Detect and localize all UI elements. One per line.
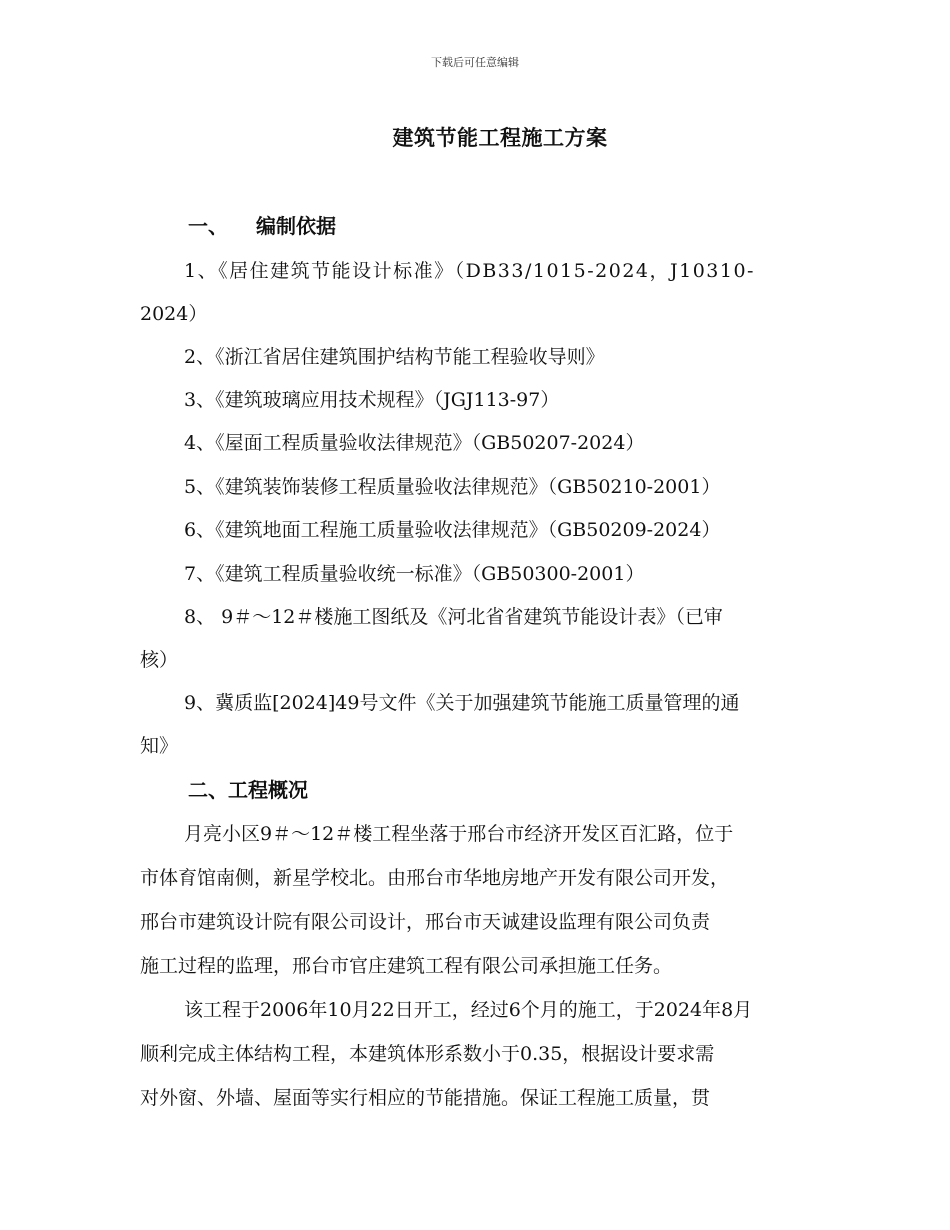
- paragraph-line: 市体育馆南侧，新星学校北。由邢台市华地房地产开发有限公司开发，: [140, 867, 730, 889]
- list-item-continuation: 2024）: [140, 303, 208, 325]
- page-header-note: 下载后可任意编辑: [431, 56, 519, 69]
- list-item: 6、《建筑地面工程施工质量验收法律规范》（GB50209-2024）: [184, 519, 721, 541]
- list-item: 4、《屋面工程质量验收法律规范》（GB50207-2024）: [184, 432, 645, 454]
- paragraph-line: 顺利完成主体结构工程，本建筑体形系数小于0.35，根据设计要求需: [140, 1043, 715, 1065]
- list-item-continuation: 知》: [140, 735, 179, 757]
- paragraph-line: 月亮小区9＃～12＃楼工程坐落于邢台市经济开发区百汇路，位于: [184, 823, 734, 845]
- list-item: 1、《居住建筑节能设计标准》（DB33/1015-2024，J10310-: [184, 260, 755, 282]
- document-title: 建筑节能工程施工方案: [392, 125, 608, 150]
- section-heading-overview: 二、工程概况: [188, 778, 308, 802]
- paragraph-line: 邢台市建筑设计院有限公司设计，邢台市天诚建设监理有限公司负责: [140, 911, 711, 933]
- list-item: 3、《建筑玻璃应用技术规程》（JGJ113-97）: [184, 389, 560, 411]
- list-item: 9、冀质监[2024]49号文件《关于加强建筑节能施工质量管理的通: [184, 692, 740, 714]
- section-number: 一、: [188, 214, 228, 238]
- section-title: 编制依据: [256, 214, 336, 238]
- list-item-continuation: 核）: [140, 649, 179, 671]
- list-item: 2、《浙江省居住建筑围护结构节能工程验收导则》: [184, 346, 605, 368]
- paragraph-line: 施工过程的监理，邢台市官庄建筑工程有限公司承担施工任务。: [140, 955, 673, 977]
- list-item: 7、《建筑工程质量验收统一标准》（GB50300-2001）: [184, 563, 645, 585]
- list-item: 5、《建筑装饰装修工程质量验收法律规范》（GB50210-2001）: [184, 476, 721, 498]
- list-item: 8、 9＃～12＃楼施工图纸及《河北省省建筑节能设计表》（已审: [184, 606, 723, 628]
- section-heading-basis: [188, 212, 336, 240]
- paragraph-line: 该工程于2006年10月22日开工，经过6个月的施工，于2024年8月: [184, 999, 753, 1021]
- paragraph-line: 对外窗、外墙、屋面等实行相应的节能措施。保证工程施工质量，贯: [140, 1087, 711, 1109]
